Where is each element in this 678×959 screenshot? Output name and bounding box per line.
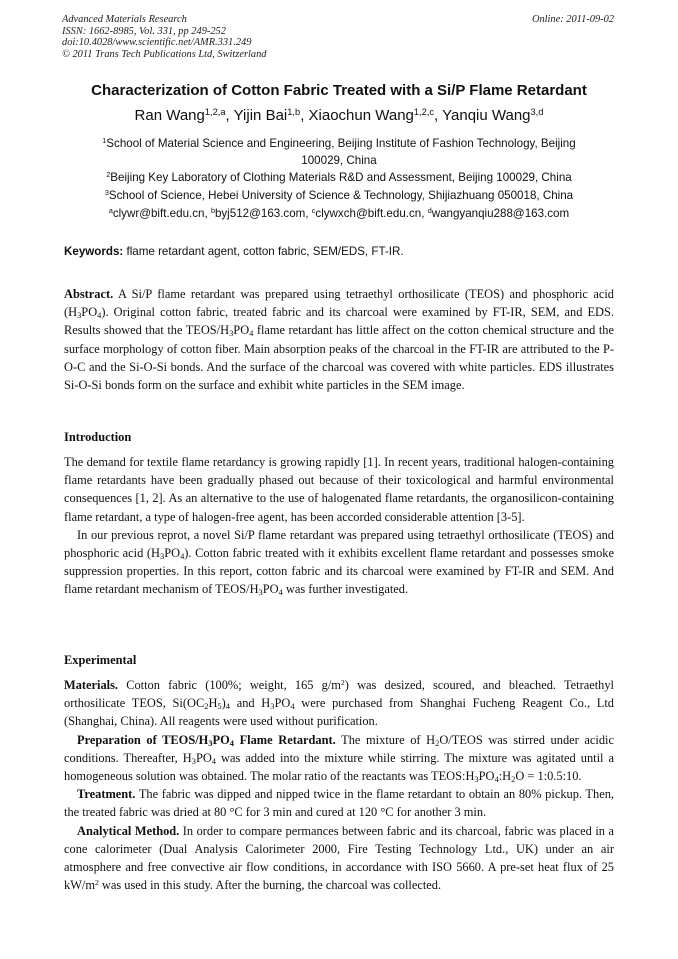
author: Yijin Bai$^{1,b}$,	[233, 106, 309, 124]
paragraph-materials: Materials. Cotton fabric (100%; weight, 165 $g/m^2$) was desized, scoured, and bleached. Tetraethyl orthosilicate TEOS, $Si(OC_2H_5)_4$ and $H_3PO_4$ were purchased from Shanghai Fucheng Reagent Co., Ltd (Shanghai, China). All reagents were used without purification.	[64, 677, 614, 729]
author: Xiaochun Wang$^{1,2,c}$,	[308, 106, 443, 124]
experimental-body	[64, 676, 614, 894]
section-heading-experimental: Experimental	[64, 653, 137, 667]
affiliation-3: $^3$School of Science, Hebei University of Science & Technology, Shijiazhuang 050018, China	[104, 188, 574, 202]
online-date: Online: 2011-09-02	[531, 14, 614, 25]
paragraph-treatment: Treatment. The fabric was dipped and nipped twice in the flame retardant to obtain an 80% pickup. Then, the treated fabric was dried at 80 °C for 3 min and cured at 120 °C for another 3 min.	[64, 787, 614, 820]
author: Ran Wang$^{1,2,a}$,	[134, 106, 234, 124]
email-link[interactable]: byj512@163.com	[214, 207, 306, 220]
journal-header	[62, 14, 614, 60]
introduction-body	[64, 453, 614, 599]
copyright-line: © 2011 Trans Tech Publications Ltd, Switzerland	[62, 48, 267, 60]
doi-line: doi:10.4028/www.scientific.net/AMR.331.249	[62, 37, 252, 49]
paragraph-preparation: Preparation of TEOS/$H_3PO_4$ Flame Retardant. The mixture of $H_2O$/TEOS was stirred under acidic conditions. Thereafter, $H_3PO_4$ was added into the mixture while stirring. The mixture was agitated until a homogeneous solution was obtained. The molar ratio of the reactants was $TEOS:H_3PO_4:H_2O$ = 1:0.5:10.	[64, 732, 615, 785]
issn-line: ISSN: 1662-8985, Vol. 331, pp 249-252	[62, 25, 226, 37]
keywords-label: Keywords:	[64, 245, 124, 258]
journal-name: Advanced Materials Research	[62, 14, 187, 25]
paper-title: Characterization of Cotton Fabric Treated with a Si/P Flame Retardant	[91, 82, 587, 99]
email-link[interactable]: wangyanqiu288@163.com	[431, 207, 570, 220]
affiliation-2: $^2$Beijing Key Laboratory of Clothing Materials R&D and Assessment, Beijing 100029, China	[106, 170, 572, 184]
paragraph: In our previous reprot, a novel Si/P flame retardant was prepared using tetraethyl orthosilicate (TEOS) and phosphoric acid $(H_3PO_4)$. Cotton fabric treated with it exhibits excellent flame retardant and possesses smoke suppression properties. In this report, cotton fabric and its charcoal were examined by FT-IR and SEM. And flame retardant mechanism of TEOS/$H_3PO_4$ was further investigated.	[64, 527, 615, 598]
abstract: Abstract. A Si/P flame retardant was prepared using tetraethyl orthosilicate (TEOS) and phosphoric acid $(H_3PO_4)$. Original cotton fabric, treated fabric and its charcoal were examined by FT-IR, SEM, and EDS. Results showed that the TEOS/$H_3PO_4$ flame retardant has little affect on the cotton chemical structure and the surface morphology of cotton fiber. Main absorption peaks of the charcoal in the FT-IR are attributed to the P-O-C and the Si-O-Si bonds. And the surface of the charcoal was covered with white particles. EDS illustrates Si-O-Si bonds form on the surface and exhibit white particles in the SEM image.	[64, 287, 614, 393]
paragraph: The demand for textile flame retardancy is growing rapidly [1]. In recent years, traditional halogen-containing flame retardants have been gradually phased out because of their toxicological and harmful environmental consequences [1, 2]. As an alternative to the use of halogenated flame retardants, the organosilicon-containing flame retardant, a type of halogen-free agent, has been accorded considerable attention [3-5].	[64, 455, 614, 524]
paragraph-analytical-method: Analytical Method. In order to compare permances between fabric and its charcoal, fabric was placed in a cone calorimeter (Dual Analysis Calorimeter 2000, Fire Testing Technology Ltd., UK) under an air atmosphere and free convective air flow conditions, in accordance with ISO 5660. A pre-set heat flux of 25 $kW/m^2$ was used in this study. After the burning, the charcoal was collected.	[64, 823, 614, 893]
email-link[interactable]: clywr@bift.edu.cn	[112, 207, 205, 220]
keywords-text: flame retardant agent, cotton fabric, SEM/EDS, FT-IR.	[123, 245, 404, 258]
author: Yanqiu Wang$^{3,d}$	[442, 106, 544, 124]
section-heading-introduction: Introduction	[64, 430, 132, 444]
email-link[interactable]: clywxch@bift.edu.cn	[315, 207, 422, 220]
author-list	[40, 107, 638, 124]
affiliation-1: $^1$School of Material Science and Engineering, Beijing Institute of Fashion Technology, Beijing 100029, China	[102, 136, 576, 167]
email-list: $^a$clywr@bift.edu.cn, $^b$byj512@163.com, $^c$clywxch@bift.edu.cn, $^d$wangyanqiu288@163.com	[108, 206, 570, 220]
keywords	[64, 245, 614, 258]
abstract-label: Abstract.	[64, 287, 114, 301]
